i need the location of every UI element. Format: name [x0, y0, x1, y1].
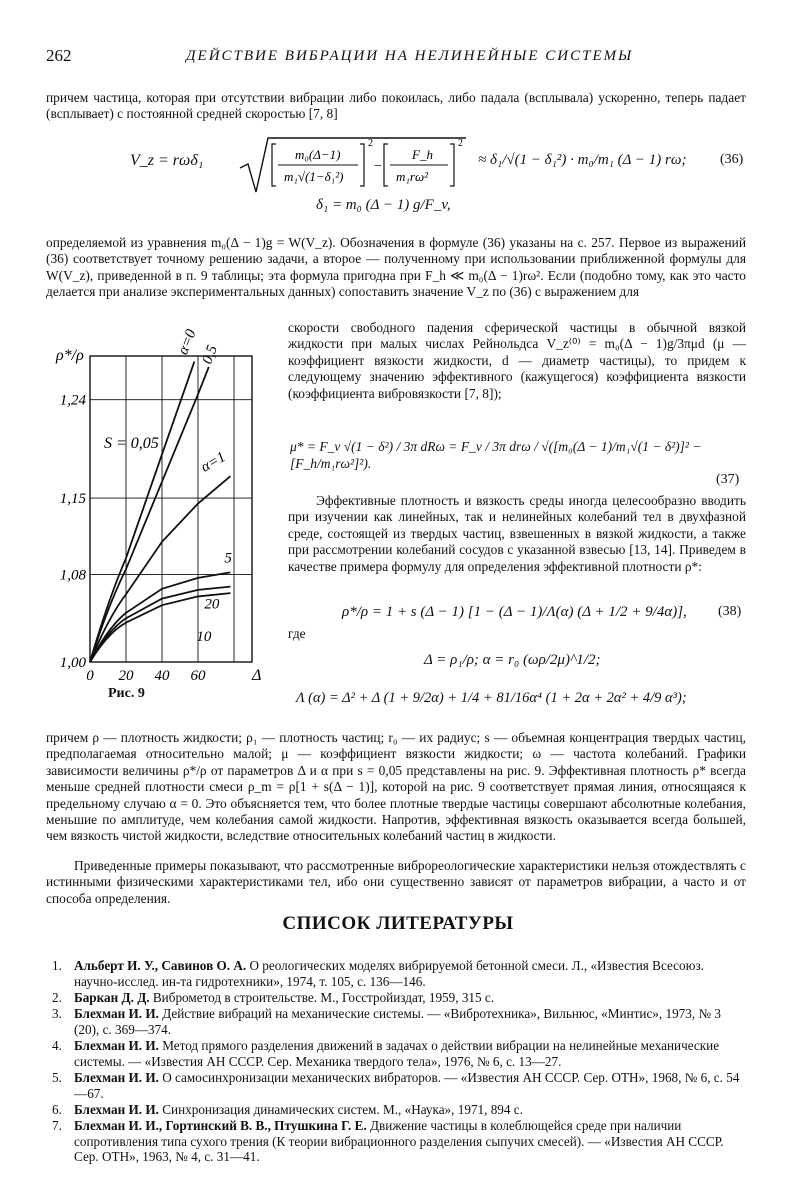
equation-delta-alpha: Δ = ρ₁/ρ; α = r₀ (ωρ/2μ)^1/2; — [424, 652, 601, 668]
reference-body — [74, 1118, 742, 1165]
x-tick-label: 20 — [118, 668, 134, 684]
reference-authors: Блехман И. И. — [74, 1038, 163, 1053]
reference-body — [74, 990, 742, 1006]
equation-38-label: (38) — [718, 604, 742, 619]
equation-37: μ* = F_v √(1 − δ²) / 3π dRω = F_v / 3π drω / √([m₀(Δ − 1)/m₁√(1 − δ²)]² − [F_h/m₁rω²]²). — [290, 439, 702, 471]
paragraph-effective: Эффективные плотность и вязкость среды иногда целесообразно вводить при изучении как линейных, так и нелинейных колебаний тел в двухфазной среде, состоящей из твердых частиц, взвешенных в вязкой жидкости, а также при рассмотрении колебаний сосудов с указанной взвесью [13, 14]. Приведем в качестве примера формулу для определения эффективной плотности ρ*: — [288, 493, 746, 574]
y-tick-label: 1,15 — [59, 491, 86, 508]
svg-text:m₁rω²: m₁rω² — [396, 169, 429, 184]
equation-lambda: Λ (α) = Δ² + Δ (1 + 9/2α) + 1/4 + 81/16α⁴ (1 + 2α + 2α² + 4/9 α³); — [296, 690, 687, 706]
reference-body — [74, 1038, 742, 1069]
equation-36-label: (36) — [720, 152, 744, 167]
series-label: α=0 — [175, 327, 200, 357]
chart-svg — [46, 327, 286, 684]
reference-body — [74, 1070, 742, 1101]
reference-item — [52, 1118, 742, 1165]
series-label: 0,5 — [199, 343, 221, 367]
reference-authors: Блехман И. И., Гортинский В. В., Птушкина Г. Е. — [74, 1118, 371, 1133]
svg-text:−: − — [374, 159, 382, 174]
svg-text:m₀(Δ−1): m₀(Δ−1) — [295, 147, 341, 162]
reference-text: О реологических моделях вибрируемой бетонной смеси. Л., «Известия Всесоюз. научно-исслед. ин-та гидротехники», 1974, т. 105, с. 136—146. — [74, 958, 704, 989]
y-tick-label: 1,08 — [59, 567, 86, 584]
parameter-label: S = 0,05 — [104, 435, 159, 452]
reference-text: Синхронизация динамических систем. М., «Наука», 1971, 894 с. — [162, 1102, 523, 1117]
x-tick-label: 0 — [86, 668, 94, 684]
reference-body — [74, 1102, 742, 1118]
reference-text: Действие вибраций на механические системы. — «Вибротехника», Вильнюс, «Минтис», 1973, № 3 (20), с. 369—374. — [74, 1006, 721, 1037]
reference-number: 3. — [52, 1006, 62, 1021]
equation-36-lhs: V_z = rωδ₁ — [130, 152, 204, 169]
reference-item — [52, 1006, 742, 1037]
where-label: где — [288, 626, 306, 641]
reference-text: О самосинхронизации механических вибраторов. — «Известия АН СССР. Сер. ОТН», 1968, № 6, с. 54—67. — [74, 1070, 740, 1101]
figure-9 — [46, 327, 286, 704]
paragraph-side: скорости свободного падения сферической частицы в обычной вязкой жидкости при малых числах Рейнольдса V_z⁽⁰⁾ = m₀(Δ − 1)g/3πμd (μ — коэффициент вязкости жидкости, d — диаметр частицы), то придем к следующему значению эффективного (кажущегося) коэффициента вязкости (коэффициента вибровязкости [7, 8]); — [288, 320, 746, 401]
equation-37-label: (37) — [716, 472, 740, 487]
equation-36-radical — [238, 134, 468, 196]
reference-item — [52, 990, 742, 1006]
reference-number: 1. — [52, 958, 62, 973]
plot-frame — [90, 356, 252, 662]
svg-text:2: 2 — [458, 138, 463, 149]
equation-36-delta: δ₁ = m₀ (Δ − 1) g/F_v, — [316, 197, 451, 213]
y-tick-label: 1,00 — [59, 655, 86, 671]
reference-authors: Блехман И. И. — [74, 1102, 163, 1117]
paragraph-intro: причем частица, которая при отсутствии вибрации либо покоилась, либо падала (всплывала) ускоренно, теперь падает (всплывает) с постоянной средней скоростью [7, 8] — [46, 90, 746, 122]
svg-text:F_h: F_h — [412, 147, 433, 162]
reference-item — [52, 1102, 742, 1118]
page-number: 262 — [46, 46, 72, 65]
x-tick-label: 60 — [190, 668, 206, 684]
svg-text:m₁√(1−δ₁²): m₁√(1−δ₁²) — [284, 169, 344, 184]
paragraph-conclusion: Приведенные примеры показывают, что рассмотренные виброреологические характеристики нельзя отождествлять с истинными физическими характеристиками тел, ибо они существенно зависят от параметров вибрации, а часто и от способа определения. — [46, 858, 746, 906]
reference-authors: Блехман И. И. — [74, 1070, 163, 1085]
reference-number: 2. — [52, 990, 62, 1005]
reference-number: 7. — [52, 1118, 62, 1133]
y-tick-label: 1,24 — [59, 392, 86, 409]
figure-caption: Рис. 9 — [108, 686, 145, 701]
reference-number: 5. — [52, 1070, 62, 1085]
running-title: ДЕЙСТВИЕ ВИБРАЦИИ НА НЕЛИНЕЙНЫЕ СИСТЕМЫ — [186, 48, 634, 64]
reference-number: 6. — [52, 1102, 62, 1117]
equation-36-rhs: ≈ δ₁/√(1 − δ₁²) · m₀/m₁ (Δ − 1) rω; — [478, 152, 687, 168]
series-line — [90, 367, 209, 662]
svg-text:2: 2 — [368, 138, 373, 149]
series-label: 20 — [204, 596, 220, 613]
reference-authors: Баркан Д. Д. — [74, 990, 153, 1005]
series-label: 5 — [224, 550, 232, 567]
x-axis-label: Δ — [252, 667, 262, 684]
equation-38: ρ*/ρ = 1 + s (Δ − 1) [1 − (Δ − 1)/Λ(α) (Δ + 1/2 + 9/4α)], — [342, 604, 687, 620]
reference-item — [52, 958, 742, 989]
reference-text: Виброметод в строительстве. М., Госстройиздат, 1959, 315 с. — [152, 990, 495, 1005]
reference-text: Метод прямого разделения движений в задачах о действии вибрации на нелинейные механические системы. — «Известия АН СССР. Сер. Механика твердого тела», 1976, № 6, с. 13—27. — [74, 1038, 720, 1069]
page-header — [46, 46, 746, 70]
reference-number: 4. — [52, 1038, 62, 1053]
series-label: 10 — [196, 629, 212, 646]
x-tick-label: 40 — [154, 668, 170, 684]
paragraph-after-36: определяемой из уравнения m₀(Δ − 1)g = W(V_z). Обозначения в формуле (36) указаны на с. 257. Первое из выражений (36) соответствует точному решению задачи, а второе — полученному при использовании приближенной формулы для W(V_z), приведенной в п. 9 таблицы; эта формула пригодна при F_h ≪ m₀(Δ − 1)rω². Если (подобно тому, как это часто делается при анализе экспериментальных данных) сопоставить значение V_z по (36) с выражением для — [46, 235, 746, 300]
reference-body — [74, 958, 742, 989]
reference-authors: Блехман И. И. — [74, 1006, 163, 1021]
reference-body — [74, 1006, 742, 1037]
reference-text: Движение частицы в колеблющейся среде при наличии сопротивления типа сухого трения (К теории вибрационного разделения сыпучих смесей). — «Известия АН СССР. Сер. ОТН», 1963, № 4, с. 31—41. — [74, 1118, 724, 1165]
paragraph-notation: причем ρ — плотность жидкости; ρ₁ — плотность частиц; r₀ — их радиус; s — объемная концентрация твердых частиц, предполагаемая относительно малой; μ — коэффициент вязкости жидкости; ω — частота колебаний. Графики зависимости величины ρ*/ρ от параметров Δ и α при s = 0,05 представлены на рис. 9. Эффективная плотность ρ* всегда меньше средней плотности смеси ρ_m = ρ[1 + s(Δ − 1)], которой на рис. 9 соответствует прямая линия, относящаяся к предельному случаю α = 0. Это объясняется тем, что более плотные твердые частицы совершают абсолютные колебания, меньшие по амплитуде, чем колебания самой жидкости. Напротив, эффективная вязкость оказывается всегда большей, чем вязкость чистой жидкости, вследствие относительных колебаний частиц в жидкости. — [46, 730, 746, 844]
y-axis-label: ρ*/ρ — [56, 347, 84, 364]
reference-item — [52, 1038, 742, 1069]
reference-authors: Альберт И. У., Савинов О. А. — [74, 958, 250, 973]
references-title: СПИСОК ЛИТЕРАТУРЫ — [282, 913, 514, 934]
reference-item — [52, 1070, 742, 1101]
series-label: α=1 — [198, 449, 229, 476]
